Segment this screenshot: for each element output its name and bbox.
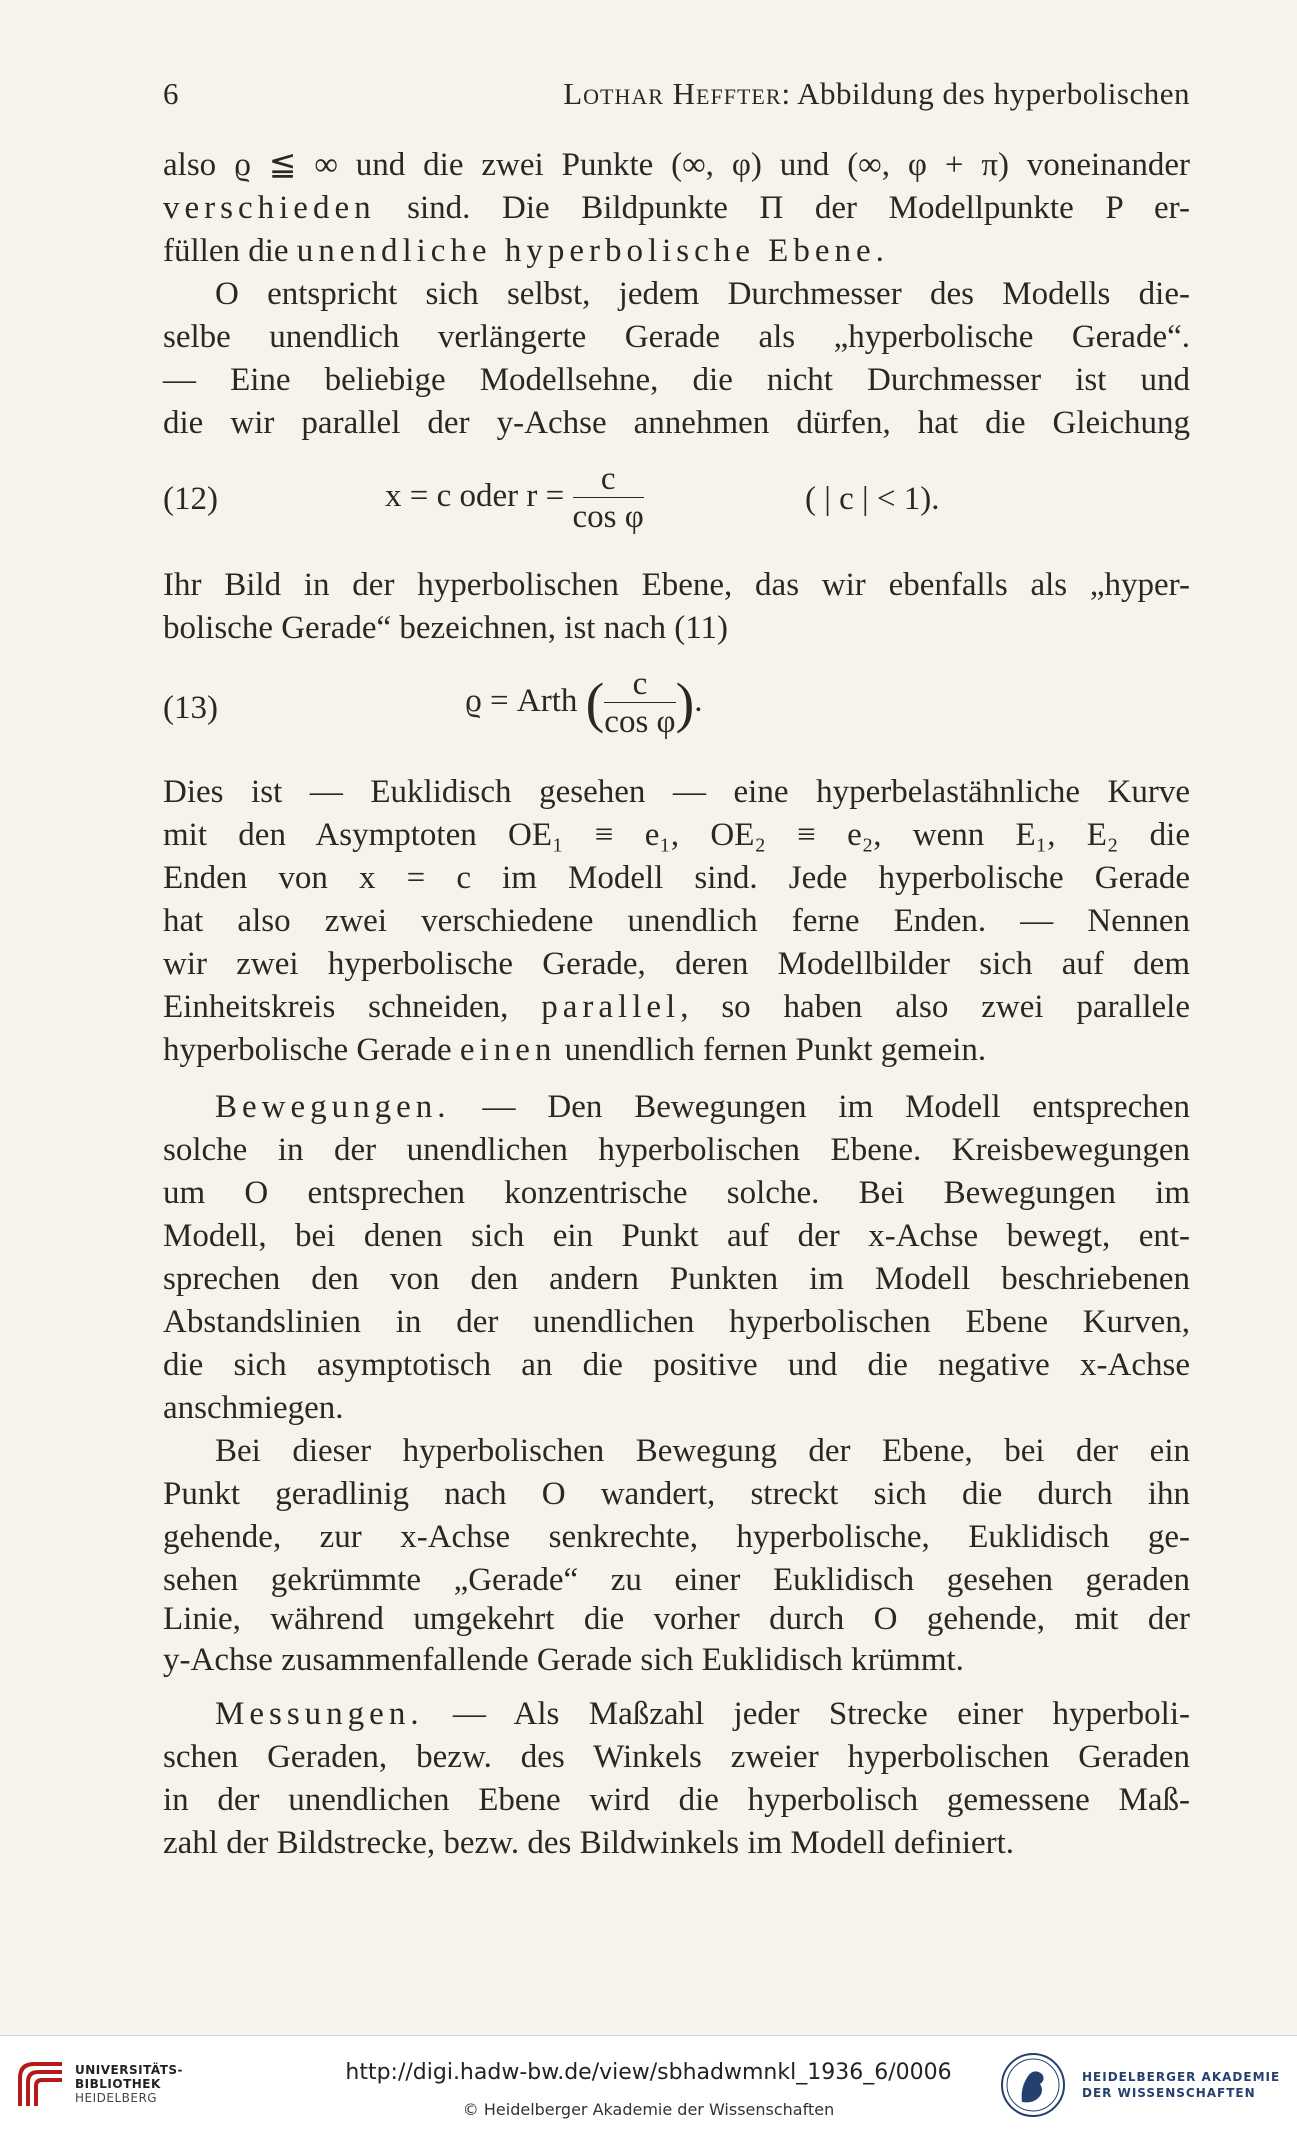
text-line: anschmiegen. [163,1390,344,1426]
text-line: O entspricht sich selbst, jedem Durchmesser des Modells die- [215,276,1190,312]
text-line [163,231,1190,271]
text-line: schen Geraden, bezw. des Winkels zweier hyperbolischen Geraden [163,1739,1190,1775]
library-line: BIBLIOTHEK [75,2077,161,2091]
copyright-notice: © Heidelberger Akademie der Wissenschaften [462,2100,835,2119]
text-line [163,188,1190,228]
fraction-denominator: cos φ [572,499,644,535]
fraction [604,666,675,741]
running-title-block [563,76,1190,112]
text-line: mit den Asymptoten OE₁ ≡ e₁, OE₂ ≡ e₂, wenn E₁, E₂ die [163,817,1190,853]
text-line: Bei dieser hyperbolischen Bewegung der Ebene, bei der ein [215,1433,1190,1469]
text-line: bolische Gerade“ bezeichnen, ist nach (11) [163,610,729,646]
header-separator: : [781,76,791,111]
fraction-numerator: c [573,461,644,498]
text-line: sprechen den von den andern Punkten im Modell beschriebenen [163,1261,1190,1297]
equation-number-13: (13) [163,690,218,726]
text-line: Modell, bei denen sich ein Punkt auf der x-Achse bewegt, ent- [163,1218,1190,1254]
running-title: Abbildung des hyperbolischen [797,76,1190,111]
text-span: — Als Maßzahl jeder Strecke einer hyperboli- [423,1696,1190,1732]
equation-lhs: ϱ = Arth [465,683,578,720]
fraction [573,461,644,536]
text-line: sehen gekrümmte „Gerade“ zu einer Euklidisch gesehen geraden [163,1562,1190,1598]
text-span: sind. Die Bildpunkte Π der Modellpunkte P er- [375,190,1190,226]
text-line: gehende, zur x-Achse senkrechte, hyperbolische, Euklidisch ge- [163,1519,1190,1555]
academy-line: DER WISSENSCHAFTEN [1082,2086,1256,2100]
right-paren: ) [675,672,695,735]
equation-number-12: (12) [163,481,218,517]
text-line: zahl der Bildstrecke, bezw. des Bildwinkels im Modell definiert. [163,1825,1015,1861]
page-number: 6 [163,76,179,111]
text-span: füllen die [163,233,297,269]
spaced-emphasis: parallel [541,989,681,1025]
left-paren: ( [585,672,605,735]
spaced-emphasis: einen [459,1032,557,1068]
text-line: Dies ist — Euklidisch gesehen — eine hyperbelastähnliche Kurve [163,774,1190,810]
viewer-footer [0,2035,1297,2129]
section-heading: Bewegungen. [215,1089,451,1125]
academy-name [1082,2069,1280,2101]
spaced-emphasis: unendliche hyperbolische Ebene. [296,233,889,269]
text-line [163,987,1190,1027]
equation-12 [385,461,644,536]
text-span: hyperbolische Gerade [163,1032,460,1068]
fraction-denominator: cos φ [604,704,676,740]
library-line: UNIVERSITÄTS- [75,2063,184,2077]
text-line: Enden von x = c im Modell sind. Jede hyperbolische Gerade [163,860,1190,896]
spaced-emphasis: verschieden [163,190,376,226]
fraction-numerator: c [604,666,675,703]
equation-lhs: x = c oder r = [385,478,573,515]
text-line: die wir parallel der y-Achse annehmen dürfen, hat die Gleichung [163,405,1190,441]
equation-end: . [694,683,703,720]
permalink-url[interactable]: http://digi.hadw-bw.de/view/sbhadwmnkl_1936_6/0006 [345,2060,952,2085]
text-line: selbe unendlich verlängerte Gerade als „hyperbolische Gerade“. [163,319,1190,355]
text-line: Punkt geradlinig nach O wandert, streckt sich die durch ihn [163,1476,1190,1512]
section-heading: Messungen. [215,1696,424,1732]
running-header [163,76,1190,112]
text-line: in der unendlichen Ebene wird die hyperbolisch gemessene Maß- [163,1782,1190,1818]
text-line: Ihr Bild in der hyperbolischen Ebene, das wir ebenfalls als „hyper- [163,567,1190,603]
author-name: Lothar Heffter [563,76,782,111]
text-line: — Eine beliebige Modellsehne, die nicht Durchmesser ist und [163,362,1190,398]
text-line: hat also zwei verschiedene unendlich ferne Enden. — Nennen [163,903,1190,939]
academy-seal-icon[interactable] [1000,2052,1066,2118]
text-line [215,1694,1190,1734]
text-span: — Den Bewegungen im Modell entsprechen [450,1089,1190,1125]
text-span: unendlich fernen Punkt gemein. [556,1032,987,1068]
text-line: wir zwei hyperbolische Gerade, deren Modellbilder sich auf dem [163,946,1190,982]
text-line: y-Achse zusammenfallende Gerade sich Euklidisch krümmt. [163,1642,964,1678]
text-line: solche in der unendlichen hyperbolischen Ebene. Kreisbewegungen [163,1132,1190,1168]
academy-line: HEIDELBERGER AKADEMIE [1082,2070,1281,2084]
equation-12-condition: ( | c | < 1). [805,481,940,517]
text-span: , so haben also zwei parallele [680,989,1190,1025]
library-line: HEIDELBERG [75,2091,158,2105]
text-line: die sich asymptotisch an die positive und die negative x-Achse [163,1347,1190,1383]
text-line: Abstandslinien in der unendlichen hyperbolischen Ebene Kurven, [163,1304,1190,1340]
text-span: Einheitskreis schneiden, [163,989,542,1025]
text-line: also ϱ ≦ ∞ und die zwei Punkte (∞, φ) und (∞, φ + π) voneinander [163,147,1190,183]
text-line: um O entsprechen konzentrische solche. Bei Bewegungen im [163,1175,1190,1211]
text-line: Linie, während umgekehrt die vorher durch O gehende, mit der [163,1601,1190,1637]
text-line [163,1030,1190,1070]
equation-13 [465,666,703,741]
text-line [215,1087,1190,1127]
